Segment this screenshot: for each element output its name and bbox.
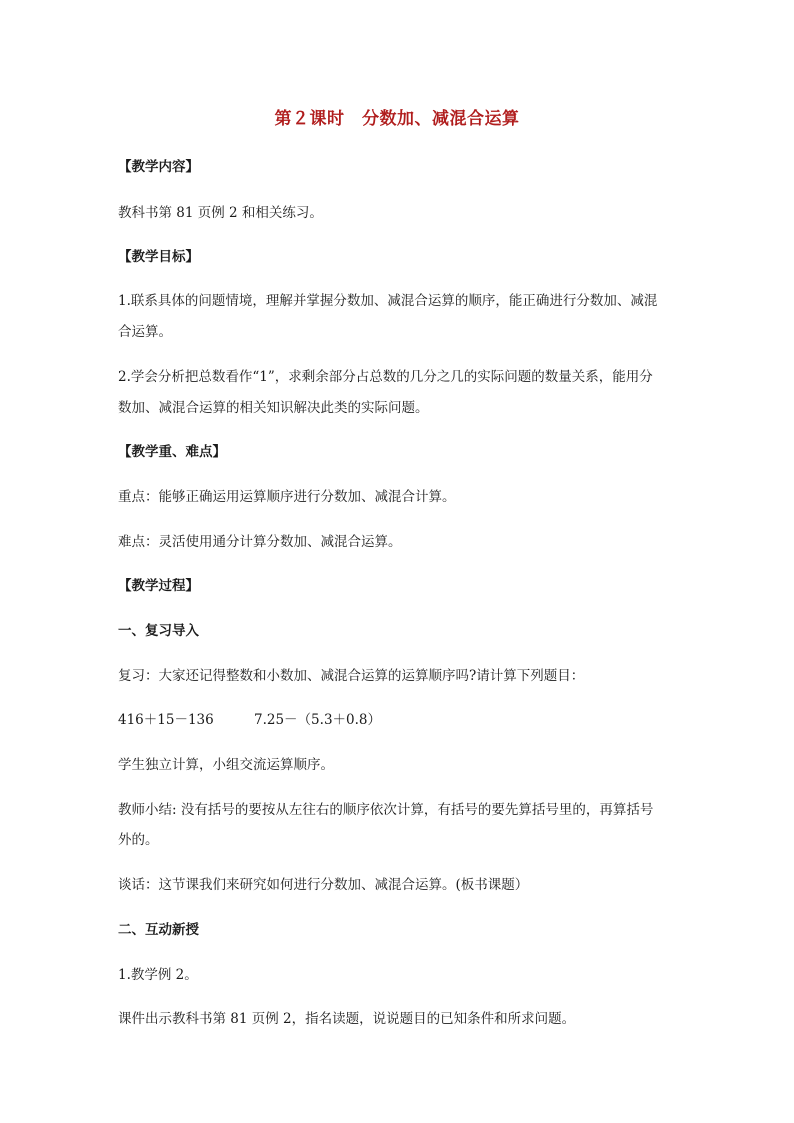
content-heading: 【教学内容】: [118, 159, 199, 175]
key-point-text: 重点：能够正确运用运算顺序进行分数加、减混合计算。: [118, 489, 456, 505]
part-1-heading: 一、复习导入: [118, 623, 199, 639]
review-text: 复习：大家还记得整数和小数加、减混合运算的运算顺序吗?请计算下列题目：: [118, 668, 585, 684]
teacher-summary-line-2: 外的。: [118, 832, 159, 848]
example-text: 1.教学例 2。: [118, 967, 198, 983]
goal-1-line-2: 合运算。: [118, 324, 172, 340]
goal-2-line-2: 数加、减混合运算的相关知识解决此类的实际问题。: [118, 400, 429, 416]
page-title: 第２课时 分数加、减混合运算: [274, 109, 520, 129]
expression-2: 7.25－（5.3＋0.8）: [254, 712, 381, 728]
key-difficult-heading: 【教学重、难点】: [118, 444, 226, 460]
student-activity-text: 学生独立计算，小组交流运算顺序。: [118, 757, 334, 773]
difficult-point-text: 难点：灵活使用通分计算分数加、减混合运算。: [118, 534, 402, 550]
courseware-text: 课件出示教科书第 81 页例 2，指名读题，说说题目的已知条件和所求问题。: [118, 1011, 576, 1027]
talk-text: 谈话：这节课我们来研究如何进行分数加、减混合运算。(板书课题）: [118, 877, 529, 893]
part-2-heading: 二、互动新授: [118, 922, 199, 938]
teacher-summary-line-1: 教师小结: 没有括号的要按从左往右的顺序依次计算，有括号的要先算括号里的，再算括号: [118, 802, 654, 818]
goal-1-line-1: 1.联系具体的问题情境，理解并掌握分数加、减混合运算的顺序，能正确进行分数加、减混: [118, 293, 658, 309]
content-text: 教科书第 81 页例 2 和相关练习。: [118, 205, 323, 221]
process-heading: 【教学过程】: [118, 578, 199, 594]
goal-2-line-1: 2.学会分析把总数看作“1”，求剩余部分占总数的几分之几的实际问题的数量关系，能用分: [118, 369, 653, 385]
expression-1: 416＋15－136: [118, 712, 214, 728]
goals-heading: 【教学目标】: [118, 249, 199, 265]
